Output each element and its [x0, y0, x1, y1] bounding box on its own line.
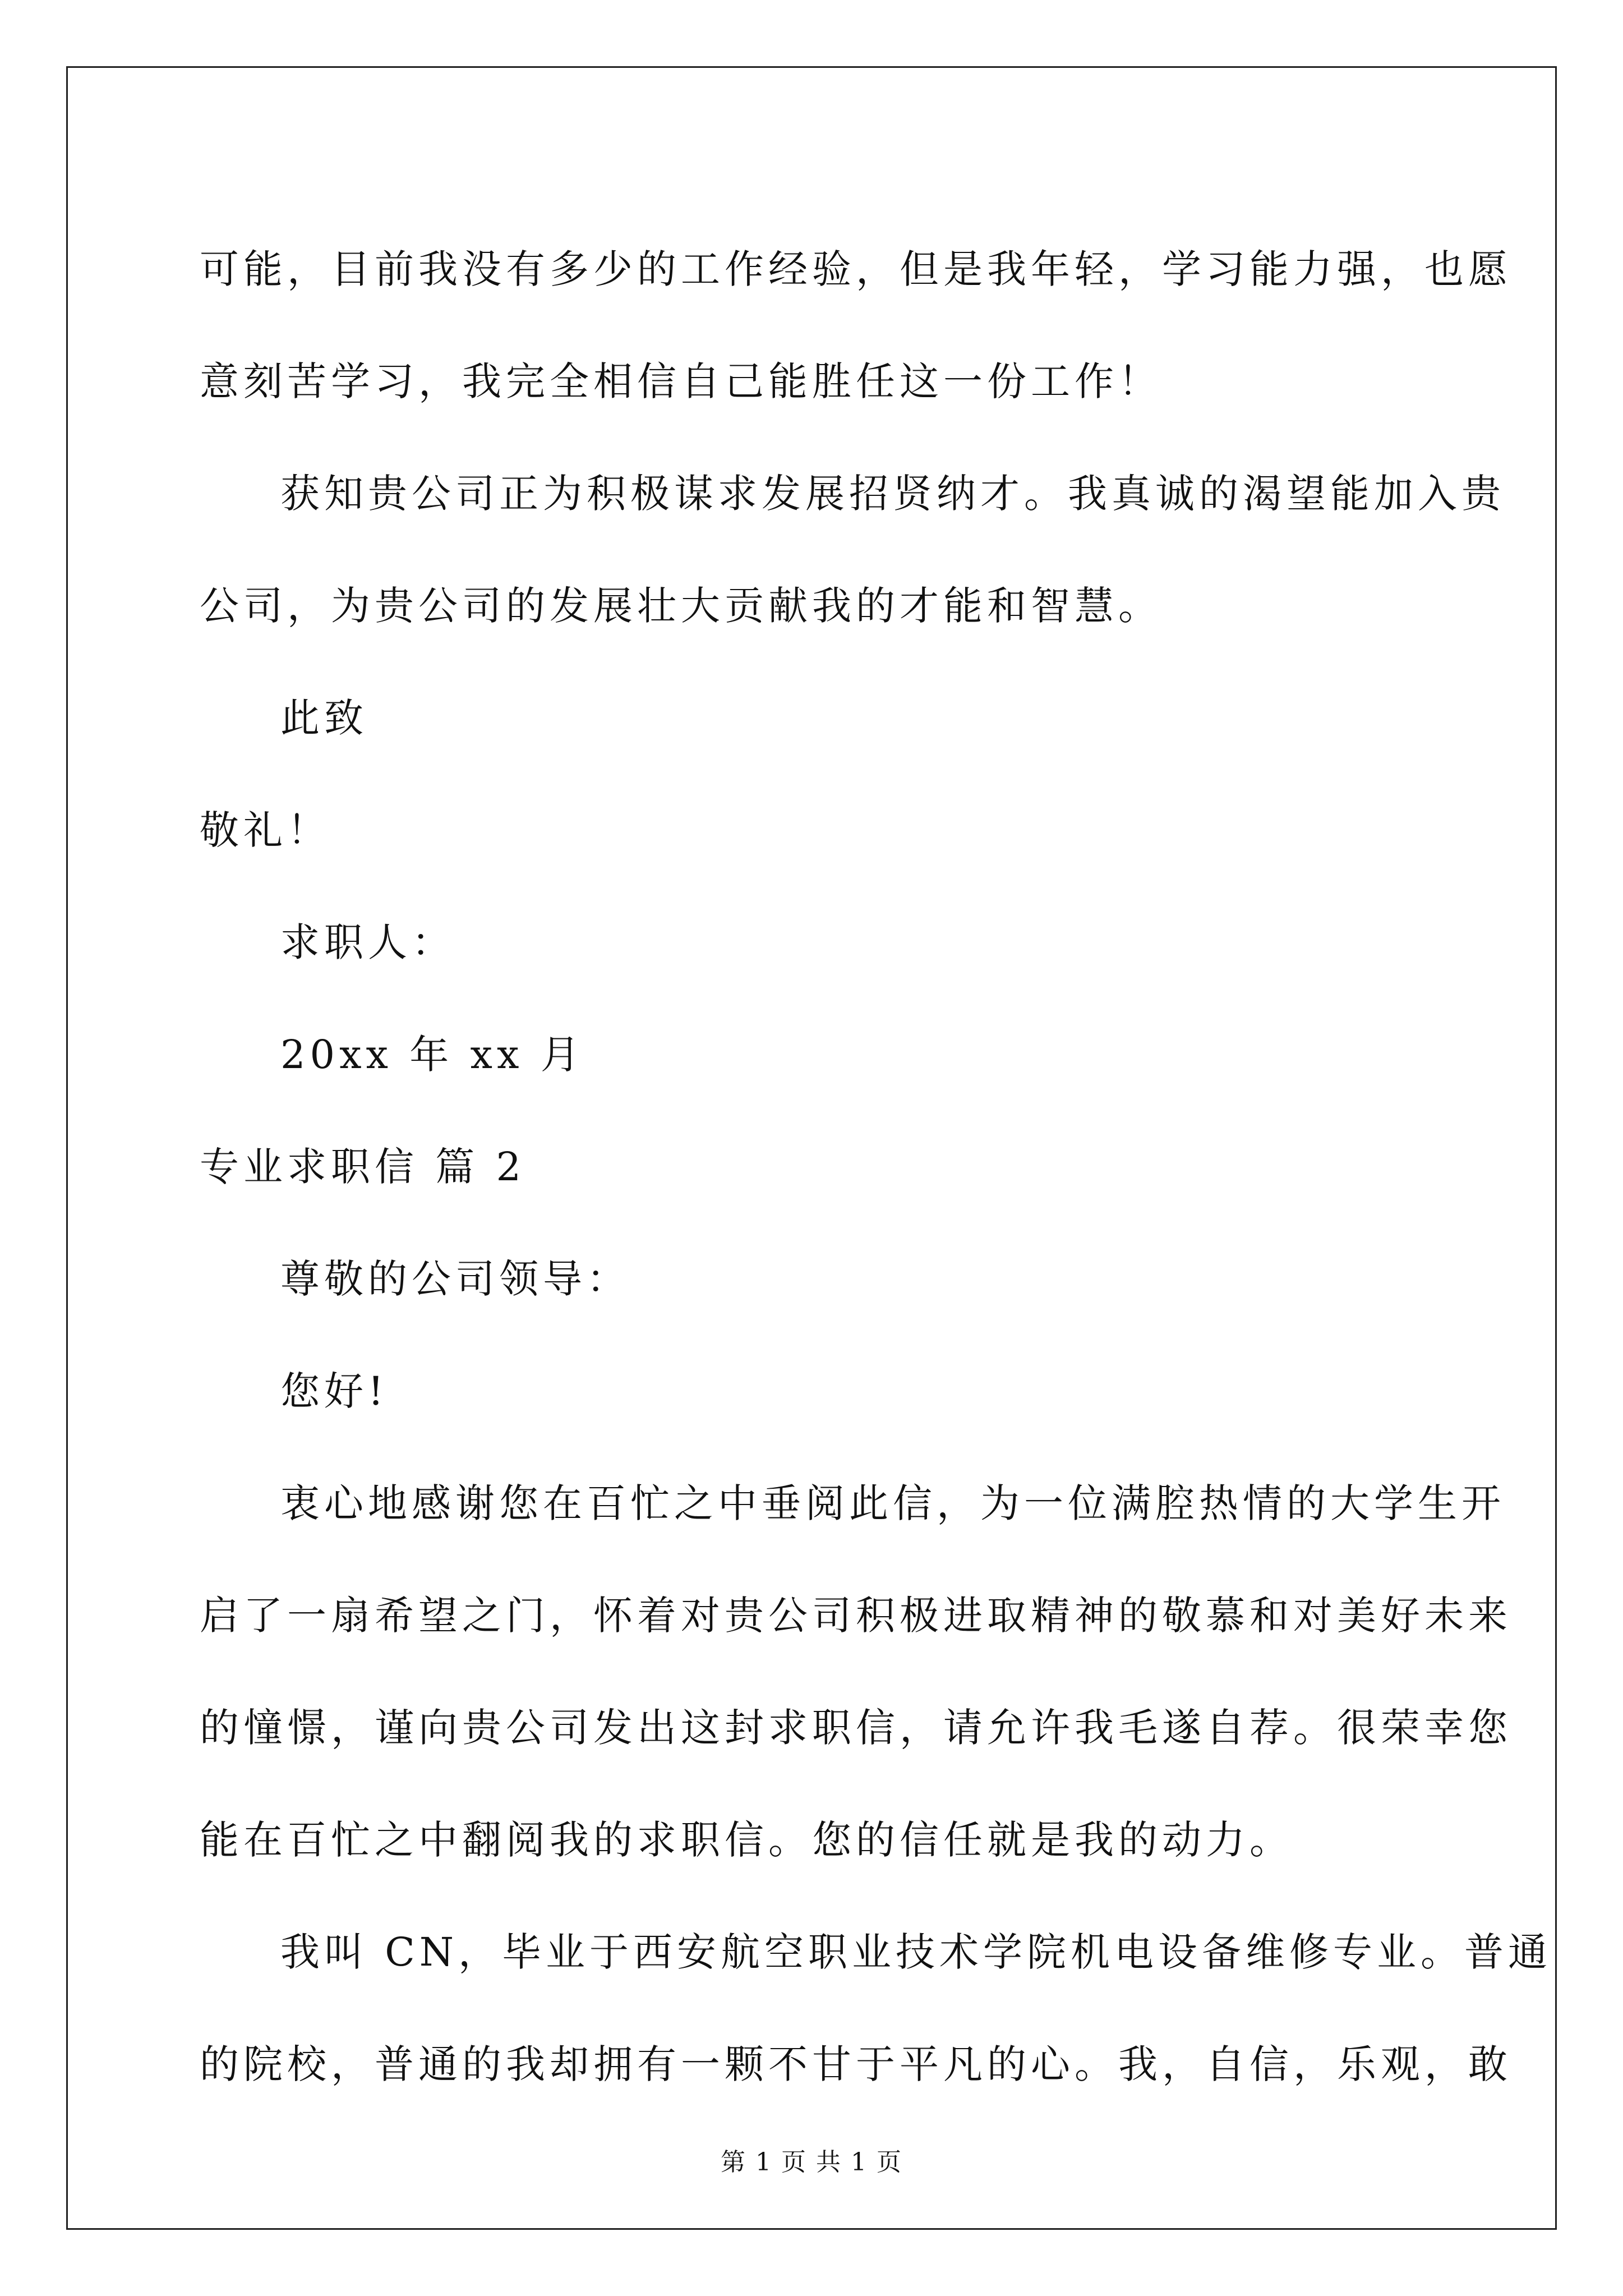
text-line: 我叫 CN，毕业于西安航空职业技术学院机电设备维修专业。普通: [280, 1929, 1552, 1975]
text-line: 意刻苦学习，我完全相信自己能胜任这一份工作！: [200, 358, 1162, 404]
letter-date: [200, 999, 1428, 1111]
paragraph-introduction: [200, 1896, 1552, 2120]
text-line: 能在百忙之中翻阅我的求职信。您的信任就是我的动力。: [200, 1817, 1293, 1863]
text-line: 此致: [280, 695, 368, 741]
text-line: 获知贵公司正为积极谋求发展招贤纳才。我真诚的渴望能加入贵: [280, 471, 1505, 517]
text-line: 专业求职信 篇 2: [200, 1144, 526, 1190]
text-line: 您好!: [280, 1368, 389, 1414]
paragraph-2: [200, 438, 1505, 662]
closing-salutation: [200, 662, 1428, 774]
text-line: 求职人：: [280, 919, 455, 965]
closing-regards: [200, 774, 1428, 886]
text-line: 衷心地感谢您在百忙之中垂阅此信，为一位满腔热情的大学生开: [280, 1480, 1505, 1526]
text-line: 的院校，普通的我却拥有一颗不甘于平凡的心。我，自信，乐观，敢: [200, 2041, 1512, 2087]
greeting: [200, 1335, 1428, 1447]
greeting-recipient: [200, 1223, 1428, 1335]
section-heading: [200, 1111, 1428, 1223]
paragraph-thanks: [200, 1447, 1512, 1896]
paragraph-1: [200, 213, 1512, 438]
page-footer: 第 1 页 共 1 页: [721, 2148, 902, 2177]
text-line: 尊敬的公司领导：: [280, 1256, 630, 1302]
document-body: [200, 213, 1552, 2120]
text-line: 可能，目前我没有多少的工作经验，但是我年轻，学习能力强，也愿: [200, 246, 1512, 292]
applicant-signature: [200, 886, 1428, 999]
text-line: 公司，为贵公司的发展壮大贡献我的才能和智慧。: [200, 583, 1162, 629]
text-line: 敬礼！: [200, 807, 331, 853]
text-line: 启了一扇希望之门，怀着对贵公司积极进取精神的敬慕和对美好未来: [200, 1593, 1512, 1639]
text-line: 的憧憬，谨向贵公司发出这封求职信，请允许我毛遂自荐。很荣幸您: [200, 1705, 1512, 1751]
text-line: 20xx 年 xx 月: [280, 1032, 584, 1078]
